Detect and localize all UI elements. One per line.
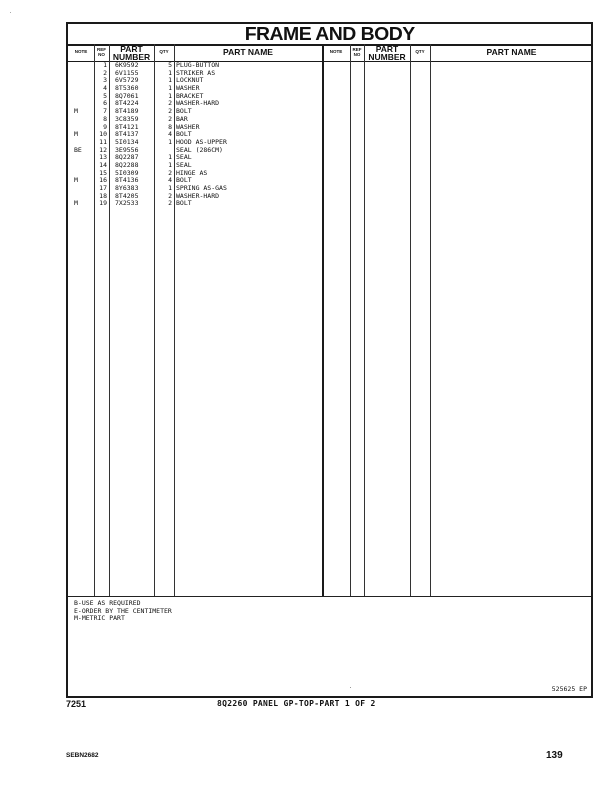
qty: 1 — [168, 76, 172, 85]
divider — [364, 44, 365, 597]
qty: 8 — [168, 122, 172, 131]
header-part-name-right: PART NAME — [430, 44, 593, 62]
qty: 2 — [168, 191, 172, 200]
part-name: BAR — [176, 114, 188, 123]
qty: 2 — [168, 168, 172, 177]
note: M — [74, 130, 78, 139]
qty: 1 — [168, 84, 172, 93]
ref-no: 14 — [99, 160, 107, 169]
sheet-number: 7251 — [66, 699, 87, 709]
legend-item: M-METRIC PART — [74, 614, 125, 622]
ref-no: 10 — [99, 130, 107, 139]
qty: 1 — [168, 160, 172, 169]
qty: 1 — [168, 91, 172, 100]
qty: 1 — [168, 68, 172, 77]
document-id: SEBN2682 — [66, 752, 99, 759]
part-number: 8T4121 — [115, 122, 139, 131]
part-number: 8T4136 — [115, 176, 139, 185]
group-caption: 8Q2260 PANEL GP-TOP-PART 1 OF 2 — [217, 699, 376, 708]
divider — [350, 44, 351, 597]
part-number: 8Q2288 — [115, 160, 139, 169]
part-number: 6V5729 — [115, 76, 139, 85]
illustration-code: 525625 EP — [551, 685, 587, 693]
ref-no: 2 — [103, 68, 107, 77]
part-number: 8T4189 — [115, 107, 139, 116]
qty: 2 — [168, 99, 172, 108]
part-name: SEAL — [176, 160, 192, 169]
note: BE — [74, 145, 82, 154]
part-number: 8T4224 — [115, 99, 139, 108]
qty: 2 — [168, 199, 172, 208]
qty: 1 — [168, 153, 172, 162]
header-part-name-left: PART NAME — [174, 44, 322, 62]
qty: 4 — [168, 130, 172, 139]
header-note-left: NOTE — [68, 44, 94, 62]
header-qty-right: QTY — [410, 44, 430, 62]
divider — [410, 44, 411, 597]
qty: 1 — [168, 184, 172, 192]
part-number: 5I0134 — [115, 137, 139, 146]
page-number: 139 — [546, 750, 563, 761]
ref-no: 18 — [99, 191, 107, 200]
header-ref-right: REF NO — [350, 44, 364, 62]
table-row — [68, 200, 322, 208]
part-number: 8T4205 — [115, 191, 139, 200]
qty: 1 — [168, 137, 172, 146]
ref-no: 6 — [103, 99, 107, 108]
parts-list-frame — [66, 22, 593, 698]
ref-no: 17 — [99, 184, 107, 192]
title-bar — [68, 24, 591, 46]
part-name: HOOD AS-UPPER — [176, 137, 227, 146]
qty: 5 — [168, 61, 172, 69]
page-title: FRAME AND BODY — [244, 24, 415, 44]
header-note-right: NOTE — [322, 44, 350, 62]
ref-no: 19 — [99, 199, 107, 208]
qty: 2 — [168, 114, 172, 123]
part-name: SEAL (286CM) — [176, 145, 223, 154]
divider — [430, 44, 431, 597]
part-name: WASHER — [176, 122, 200, 131]
part-number: 8T4137 — [115, 130, 139, 139]
ref-no: 11 — [99, 137, 107, 146]
note: M — [74, 199, 78, 208]
header-part-number-right: PART NUMBER — [364, 44, 410, 62]
table-bottom-rule — [68, 596, 591, 597]
part-name: STRIKER AS — [176, 68, 216, 77]
ref-no: 16 — [99, 176, 107, 185]
part-name: WASHER-HARD — [176, 99, 220, 108]
part-name: SPRING AS-GAS — [176, 184, 227, 192]
part-number: 8Q2287 — [115, 153, 139, 162]
part-name: BOLT — [176, 107, 192, 116]
part-name: LOCKNUT — [176, 76, 204, 85]
center-divider — [322, 44, 324, 597]
ref-no: 3 — [103, 76, 107, 85]
legend-item: E-ORDER BY THE CENTIMETER — [74, 606, 172, 615]
qty: 4 — [168, 176, 172, 185]
scan-speck — [10, 12, 11, 13]
ref-no: 12 — [99, 145, 107, 154]
part-number: 6V1155 — [115, 68, 139, 77]
ref-no: 8 — [103, 114, 107, 123]
ref-no: 5 — [103, 91, 107, 100]
part-name: WASHER-HARD — [176, 191, 220, 200]
legend-item: B-USE AS REQUIRED — [74, 599, 141, 607]
notes-legend — [74, 600, 172, 623]
part-number: 3C8359 — [115, 114, 139, 123]
header-part-number-left: PART NUMBER — [109, 44, 154, 62]
ref-no: 9 — [103, 122, 107, 131]
scan-speck — [350, 687, 351, 688]
part-number: 8T5360 — [115, 84, 139, 93]
part-number: 6K9592 — [115, 61, 139, 69]
part-name: BOLT — [176, 176, 192, 185]
part-number: 7X2533 — [115, 199, 139, 208]
note: M — [74, 107, 78, 116]
header-qty-left: QTY — [154, 44, 174, 62]
qty: 2 — [168, 107, 172, 116]
note: M — [74, 176, 78, 185]
header-ref-left: REF NO — [94, 44, 109, 62]
part-name: PLUG-BUTTON — [176, 61, 220, 69]
part-name: HINGE AS — [176, 168, 208, 177]
part-name: BOLT — [176, 199, 192, 208]
part-number: 8Q7061 — [115, 91, 139, 100]
ref-no: 13 — [99, 153, 107, 162]
part-name: WASHER — [176, 84, 200, 93]
part-name: BRACKET — [176, 91, 204, 100]
part-name: SEAL — [176, 153, 192, 162]
part-number: 8Y6383 — [115, 184, 139, 192]
part-name: BOLT — [176, 130, 192, 139]
part-number: 3E9556 — [115, 145, 139, 154]
part-number: 5I0309 — [115, 168, 139, 177]
ref-no: 4 — [103, 84, 107, 93]
parts-list — [68, 62, 322, 208]
ref-no: 7 — [103, 107, 107, 116]
ref-no: 1 — [103, 61, 107, 69]
ref-no: 15 — [99, 168, 107, 177]
